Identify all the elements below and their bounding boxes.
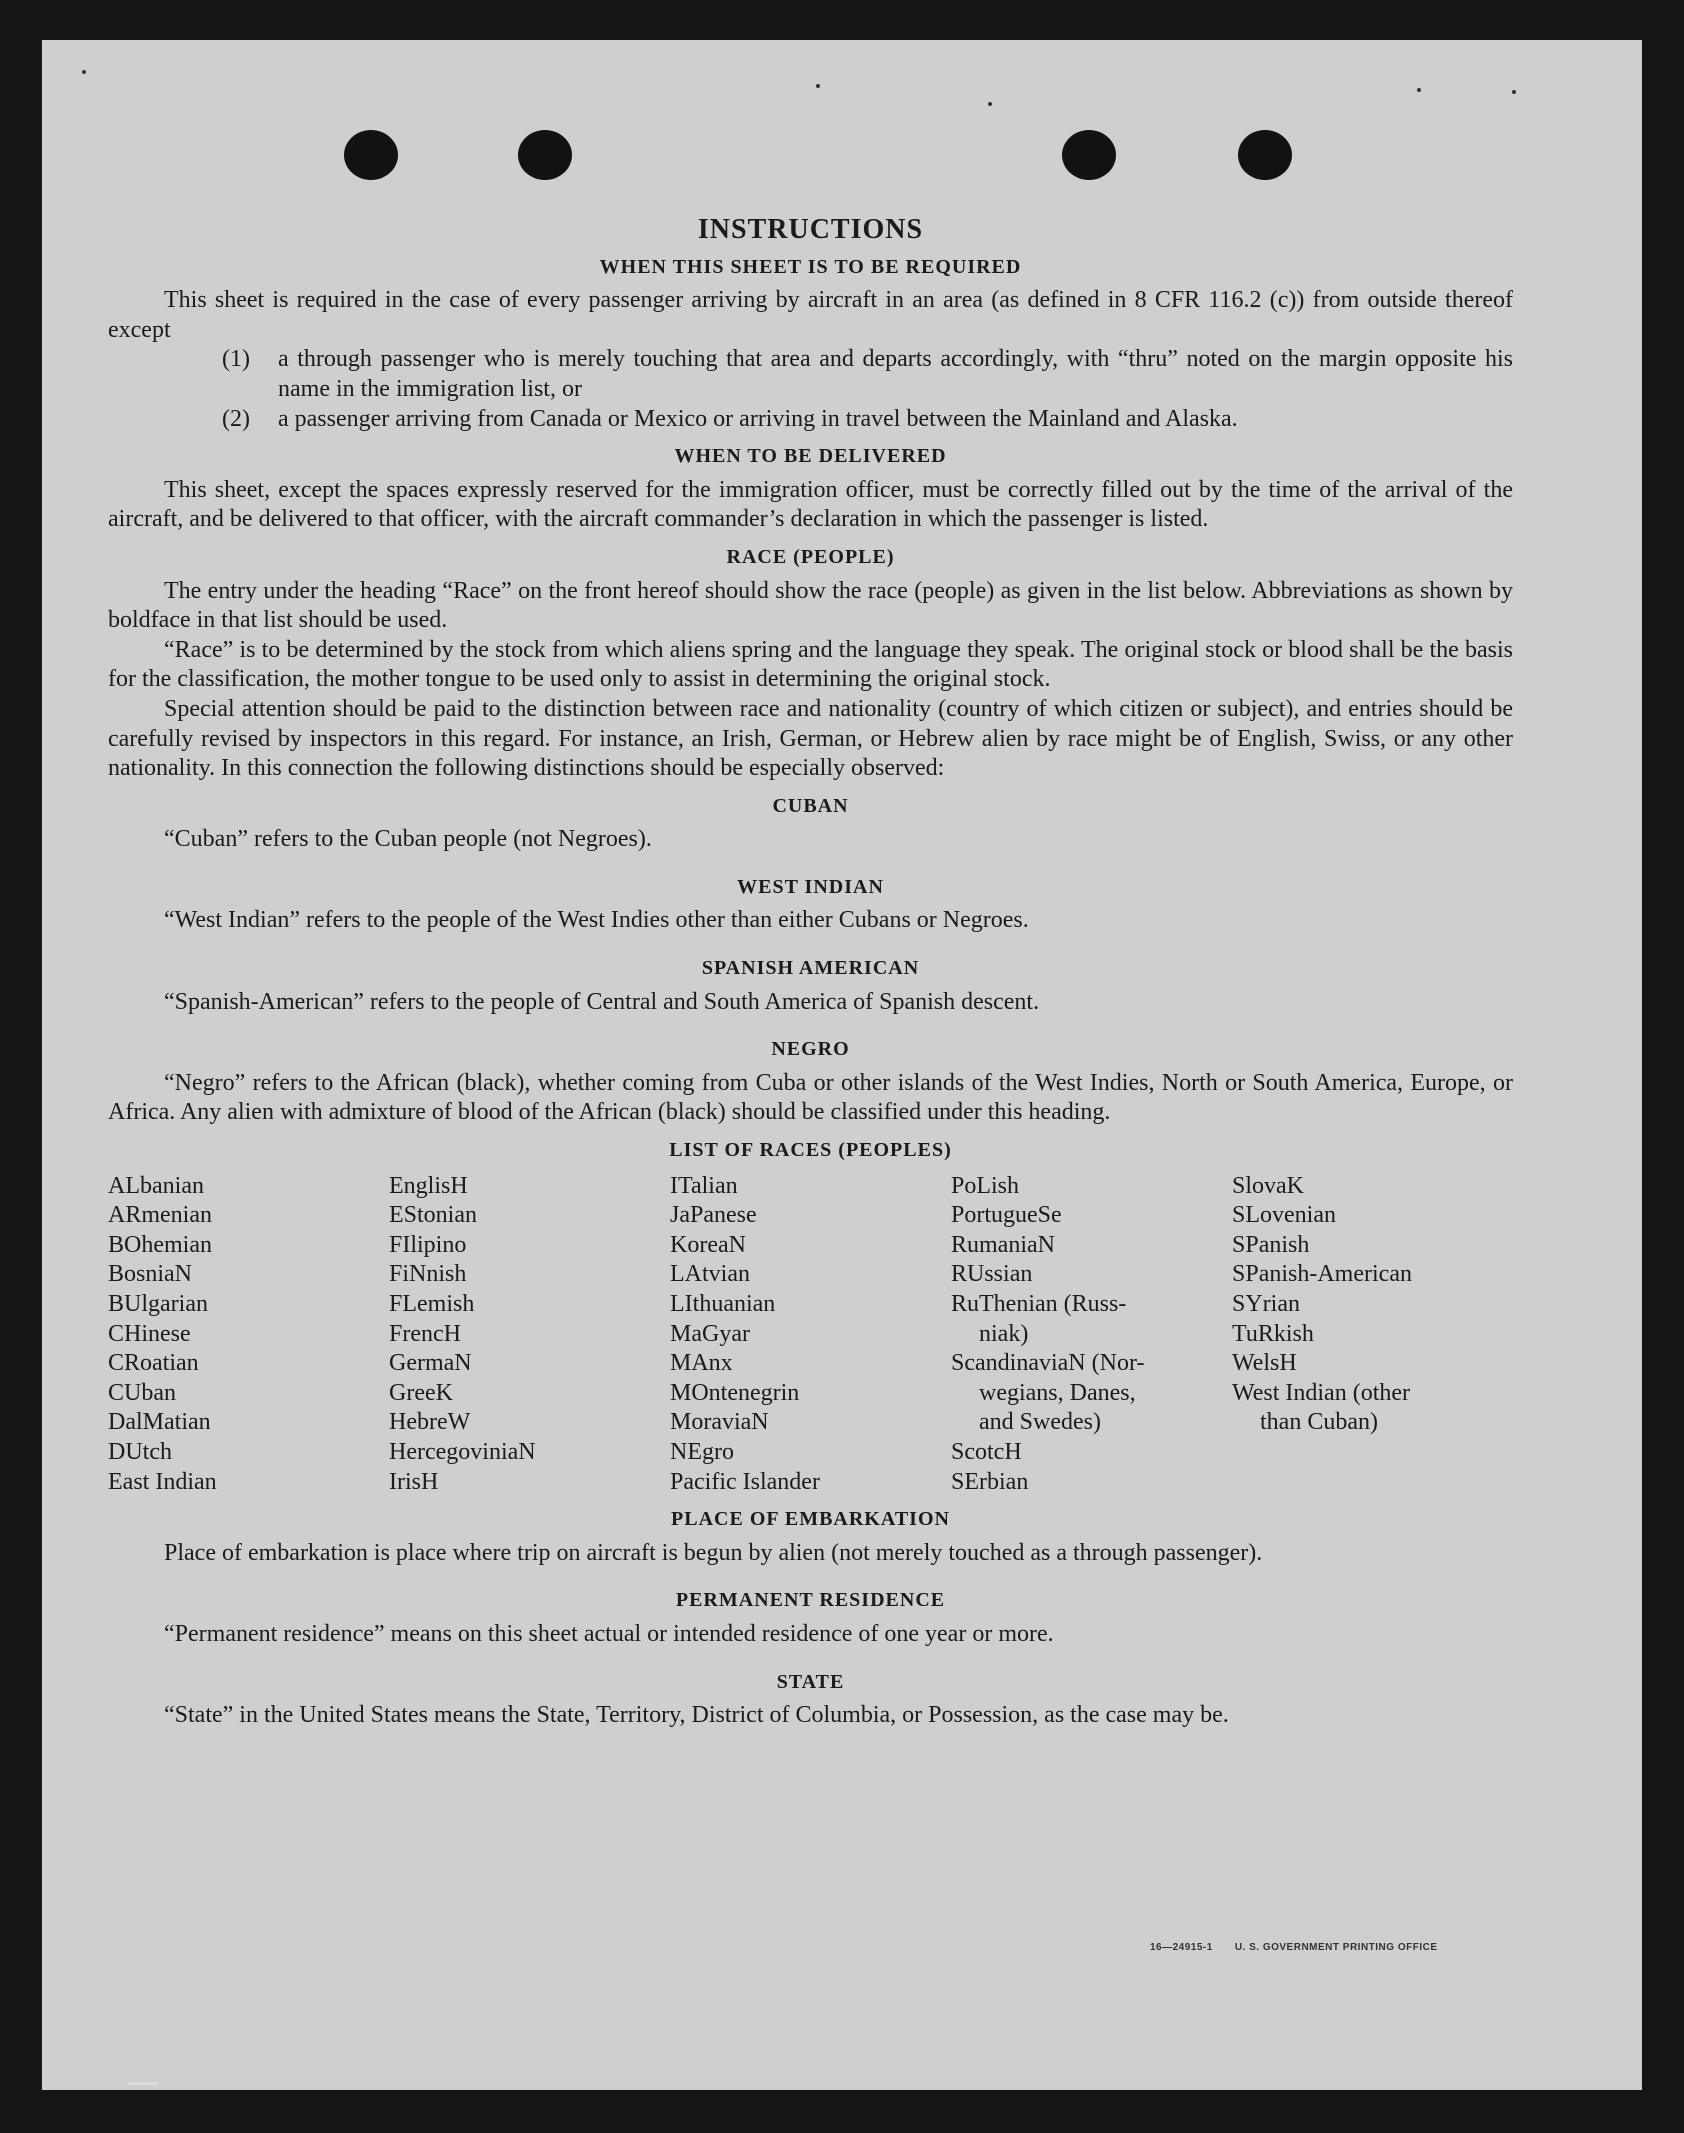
- race-entry: BosniaN: [108, 1261, 192, 1288]
- race-entry: ScandinaviaN (Nor-: [951, 1350, 1145, 1377]
- race-entry: JaPanese: [670, 1202, 757, 1229]
- delivered-text: This sheet, except the spaces expressly reserved for the immigration officer, must be correctly filled out by the time of the arrival of the aircraft, and be delivered to that officer, with the aircraft commander’s declaration in which the passenger is listed.: [108, 476, 1513, 533]
- race-entry: MoraviaN: [670, 1409, 769, 1436]
- section-heading-residence: PERMANENT RESIDENCE: [675, 1589, 946, 1612]
- race-entry: FrencH: [389, 1320, 461, 1347]
- section-heading-race: RACE (PEOPLE): [726, 545, 895, 568]
- race-entry: BUlgarian: [108, 1291, 208, 1317]
- section-heading-list: LIST OF RACES (PEOPLES): [669, 1139, 952, 1162]
- race-entry: NEgro: [670, 1438, 734, 1465]
- race-entry: CRoatian: [108, 1350, 199, 1377]
- race-entry: FIlipino: [389, 1231, 467, 1258]
- race-entry: KoreaN: [670, 1231, 746, 1258]
- punch-hole: [1238, 130, 1292, 180]
- race-entry: WelsH: [1232, 1350, 1297, 1377]
- race-entry: BOhemian: [108, 1231, 212, 1258]
- race-entry: FLemish: [389, 1291, 475, 1317]
- speck: [82, 70, 86, 74]
- race-entry: TuRkish: [1232, 1320, 1314, 1347]
- race-entry: SErbian: [951, 1468, 1029, 1495]
- race-entry: MAnx: [670, 1350, 733, 1377]
- printer-name: U. S. GOVERNMENT PRINTING OFFICE: [1234, 1942, 1438, 1953]
- section-heading-state: STATE: [776, 1670, 845, 1693]
- race-entry: SlovaK: [1232, 1172, 1304, 1199]
- race-entry: RUssian: [951, 1261, 1033, 1288]
- punch-hole: [518, 130, 572, 180]
- item-number: (2): [222, 405, 250, 432]
- race-entry: East Indian: [108, 1468, 217, 1495]
- item-text: a through passenger who is merely touching that area and departs accordingly, with “thru” noted on the margin opposite his name in the immigration list, or: [278, 346, 1513, 402]
- race-entry: DalMatian: [108, 1409, 211, 1436]
- race-entry: and Swedes): [979, 1409, 1101, 1436]
- race-entry: EStonian: [389, 1202, 477, 1229]
- race-entry: ScotcH: [951, 1438, 1022, 1465]
- state-text: “State” in the United States means the State, Territory, District of Columbia, or Possession, as the case may be.: [164, 1702, 1229, 1729]
- section-heading-required: WHEN THIS SHEET IS TO BE REQUIRED: [599, 255, 1022, 278]
- speck: [1417, 88, 1421, 92]
- race-entry: than Cuban): [1260, 1409, 1378, 1436]
- embarkation-text: Place of embarkation is place where trip on aircraft is begun by alien (not merely touched as a through passenger).: [164, 1539, 1263, 1566]
- race-entry: ITalian: [670, 1172, 738, 1199]
- race-entry: SYrian: [1232, 1291, 1300, 1317]
- race-entry: ALbanian: [108, 1172, 204, 1199]
- required-intro: This sheet is required in the case of every passenger arriving by aircraft in an area (as defined in 8 CFR 116.2 (c)) from outside thereof except: [108, 287, 1513, 343]
- race-entry: MaGyar: [670, 1320, 750, 1347]
- form-code: 16—24915-1: [1150, 1942, 1213, 1953]
- page-title: INSTRUCTIONS: [697, 214, 924, 245]
- document-sheet: [42, 40, 1642, 2090]
- residence-text: “Permanent residence” means on this sheet actual or intended residence of one year or more.: [164, 1620, 1054, 1647]
- race-entry: MOntenegrin: [670, 1379, 800, 1406]
- race-entry: Pacific Islander: [670, 1468, 820, 1495]
- race-list: [108, 1172, 1513, 1498]
- race-entry: GermaN: [389, 1350, 472, 1377]
- item-text: a passenger arriving from Canada or Mexico or arriving in travel between the Mainland and Alaska.: [278, 405, 1238, 432]
- scan-mark: [128, 2082, 158, 2085]
- section-heading-embarkation: PLACE OF EMBARKATION: [671, 1508, 950, 1531]
- punch-hole: [344, 130, 398, 180]
- race-entry: PortugueSe: [951, 1202, 1062, 1229]
- race-paragraph: “Race” is to be determined by the stock from which aliens spring and the language they speak. The original stock or blood shall be the basis for the classification, the mother tongue to be used only to assist in determining the original stock.: [108, 636, 1513, 693]
- speck: [816, 84, 820, 88]
- race-entry: SLovenian: [1232, 1202, 1336, 1229]
- race-entry: wegians, Danes,: [979, 1379, 1136, 1406]
- race-entry: EnglisH: [389, 1172, 468, 1199]
- spanish-american-text: “Spanish-American” refers to the people of Central and South America of Spanish descent.: [164, 988, 1040, 1015]
- race-paragraph: Special attention should be paid to the distinction between race and nationality (country of which citizen or subject), and entries should be carefully revised by inspectors in this regard. For instance, an Irish, German, or Hebrew alien by race might be of English, Swiss, or any other nationality. In this connection the following distinctions should be especially observed:: [108, 695, 1513, 782]
- race-column: [389, 1172, 670, 1498]
- race-entry: DUtch: [108, 1438, 172, 1465]
- race-entry: RumaniaN: [951, 1231, 1055, 1258]
- section-heading-spanish-american: SPANISH AMERICAN: [701, 957, 920, 980]
- section-heading-cuban: CUBAN: [772, 794, 849, 817]
- negro-text: “Negro” refers to the African (black), whether coming from Cuba or other islands of the West Indies, North or South America, Europe, or Africa. Any alien with admixture of blood of the African (black) should be classified under this heading.: [108, 1069, 1513, 1126]
- race-entry: niak): [979, 1320, 1029, 1347]
- race-column: [108, 1172, 389, 1498]
- cuban-text: “Cuban” refers to the Cuban people (not Negroes).: [164, 826, 652, 853]
- speck: [988, 102, 992, 106]
- race-entry: PoLish: [951, 1172, 1020, 1199]
- race-entry: SPanish-American: [1232, 1261, 1412, 1288]
- race-entry: HercegoviniaN: [389, 1438, 536, 1465]
- race-entry: LIthuanian: [670, 1291, 776, 1317]
- race-entry: SPanish: [1232, 1231, 1310, 1258]
- instructions-content: [108, 215, 1513, 1731]
- race-entry: West Indian (other: [1232, 1379, 1411, 1406]
- item-number: (1): [222, 346, 250, 373]
- west-indian-text: “West Indian” refers to the people of the West Indies other than either Cubans or Negroes.: [164, 907, 1029, 934]
- race-entry: GreeK: [389, 1379, 453, 1406]
- race-entry: CHinese: [108, 1320, 191, 1347]
- punch-hole: [1062, 130, 1116, 180]
- speck: [1512, 90, 1516, 94]
- race-entry: RuThenian (Russ-: [951, 1291, 1127, 1317]
- section-heading-delivered: WHEN TO BE DELIVERED: [674, 445, 947, 468]
- race-entry: HebreW: [389, 1409, 471, 1436]
- race-entry: CUban: [108, 1379, 176, 1406]
- section-heading-west-indian: WEST INDIAN: [737, 875, 884, 898]
- race-entry: ARmenian: [108, 1202, 212, 1229]
- section-heading-negro: NEGRO: [771, 1038, 850, 1061]
- race-entry: LAtvian: [670, 1261, 750, 1288]
- race-column: [1232, 1172, 1513, 1498]
- printer-imprint: [1150, 1942, 1438, 1953]
- race-entry: IrisH: [389, 1468, 439, 1495]
- race-paragraph: The entry under the heading “Race” on the front hereof should show the race (people) as given in the list below. Abbreviations as shown by boldface in that list should be used.: [108, 577, 1513, 634]
- race-column: [951, 1172, 1232, 1498]
- required-item: [222, 345, 1513, 404]
- race-column: [670, 1172, 951, 1498]
- race-entry: FiNnish: [389, 1261, 467, 1288]
- required-item: [222, 405, 1513, 435]
